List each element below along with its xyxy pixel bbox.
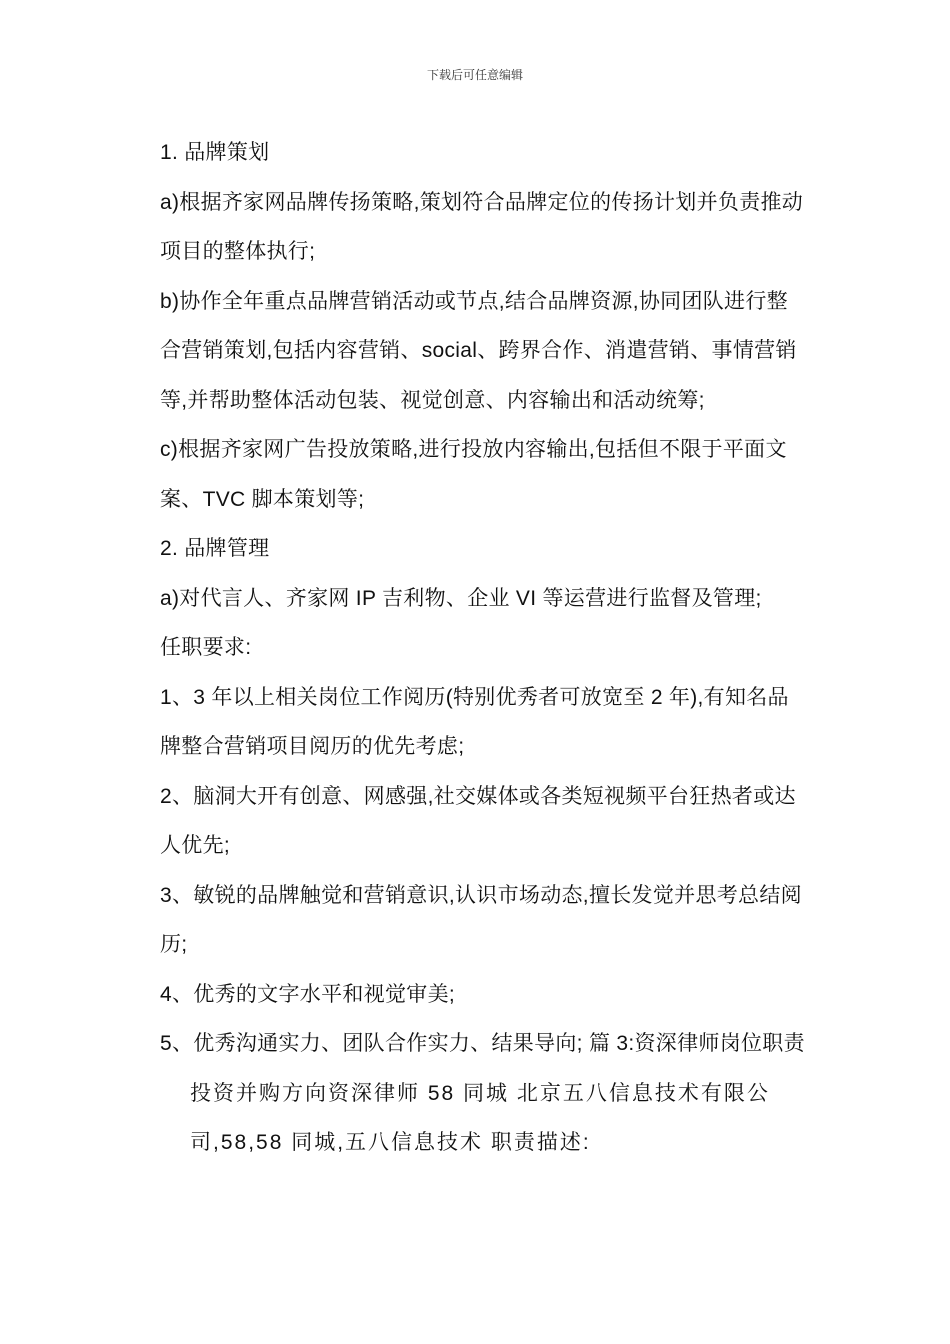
paragraph-brand-management-a: a)对代言人、齐家网 IP 吉利物、企业 VI 等运营进行监督及管理; bbox=[160, 586, 762, 610]
paragraph-lawyer-position: 投资并购方向资深律师 58 同城 北京五八信息技术有限公司,58,58 同城,五八信息技术 职责描述: bbox=[190, 1081, 770, 1154]
requirement-item-1: 1、3 年以上相关岗位工作阅历(特别优秀者可放宽至 2 年),有知名品牌整合营销项目阅历的优先考虑; bbox=[160, 685, 789, 758]
requirement-item-4: 4、优秀的文字水平和视觉审美; bbox=[160, 982, 456, 1006]
requirement-item-5: 5、优秀沟通实力、团队合作实力、结果导向; 篇 3:资深律师岗位职责 bbox=[160, 1032, 805, 1055]
document-body bbox=[144, 128, 808, 1168]
section-heading-brand-planning: 1. 品牌策划 bbox=[160, 141, 270, 164]
requirement-item-2: 2、脑洞大开有创意、网感强,社交媒体或各类短视频平台狂热者或达人优先; bbox=[160, 784, 796, 857]
paragraph-brand-planning-b: b)协作全年重点品牌营销活动或节点,结合品牌资源,协同团队进行整合营销策划,包括内容营销、social、跨界合作、消遣营销、事情营销等,并帮助整体活动包装、视觉创意、内容输出和活动统筹; bbox=[160, 289, 797, 412]
paragraph-brand-planning-a: a)根据齐家网品牌传扬策略,策划符合品牌定位的传扬计划并负责推动项目的整体执行; bbox=[160, 190, 804, 263]
requirement-item-3: 3、敏锐的品牌触觉和营销意识,认识市场动态,擅长发觉并思考总结阅历; bbox=[160, 883, 802, 956]
section-heading-brand-management: 2. 品牌管理 bbox=[160, 537, 270, 560]
header-note: 下载后可任意编辑 bbox=[426, 68, 523, 82]
paragraph-brand-planning-c: c)根据齐家网广告投放策略,进行投放内容输出,包括但不限于平面文案、TVC 脚本策划等; bbox=[160, 438, 787, 511]
section-heading-requirements: 任职要求: bbox=[160, 636, 252, 659]
